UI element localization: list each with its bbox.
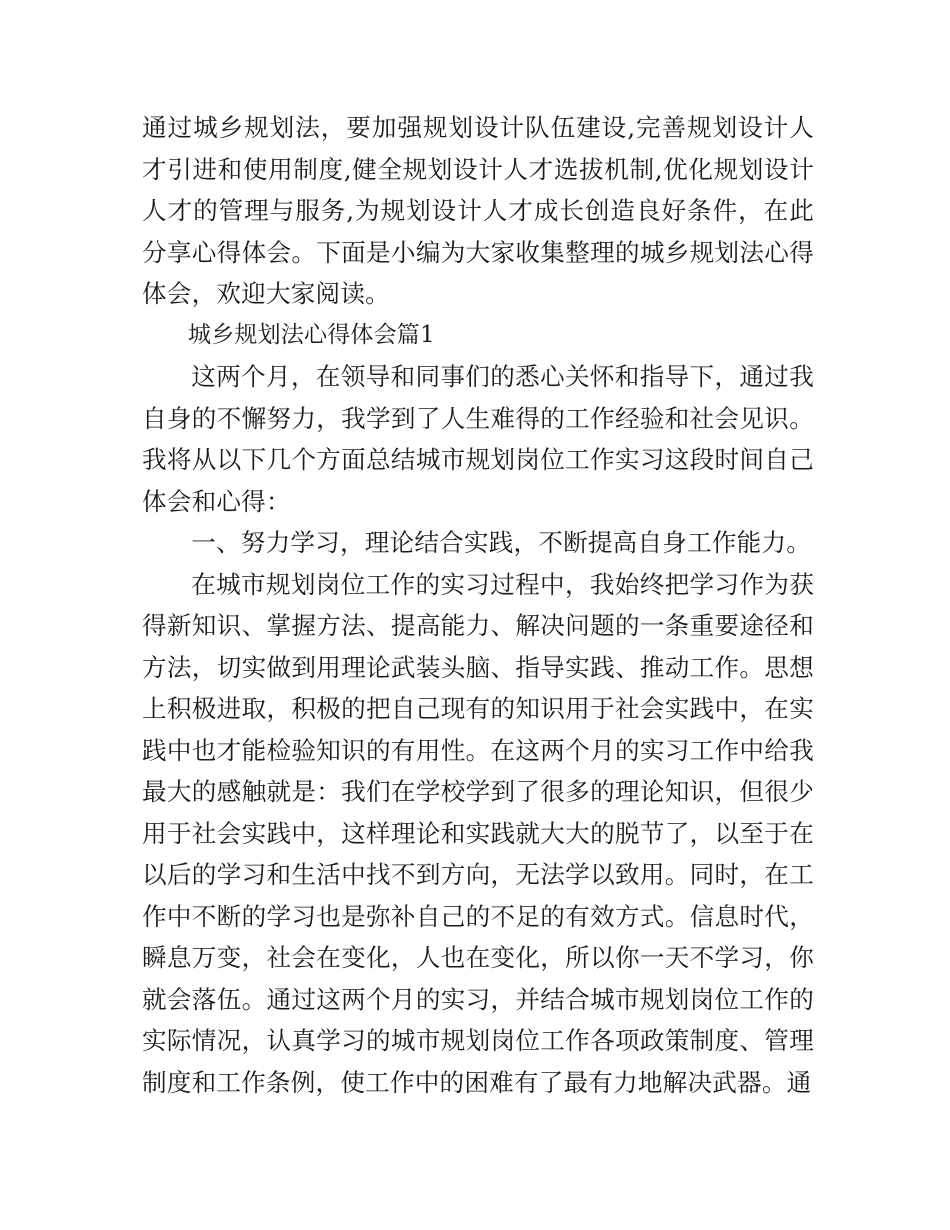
subsection-heading: 一、努力学习，理论结合实践，不断提高自身工作能力。 <box>191 528 812 557</box>
body-paragraph: 这两个月，在领导和同事们的悉心关怀和指导下，通过我自身的不懈努力，我学到了人生难得的工作经验和社会见识。我将从以下几个方面总结城市规划岗位工作实习这段时间自己体会和心得： <box>142 362 814 516</box>
intro-paragraph: 通过城乡规划法，要加强规划设计队伍建设,完善规划设计人才引进和使用制度,健全规划设计人才选拔机制,优化规划设计人才的管理与服务,为规划设计人才成长创造良好条件，在此分享心得体会。下面是小编为大家收集整理的城乡规划法心得体会，欢迎大家阅读。 <box>142 113 814 308</box>
section-heading: 城乡规划法心得体会篇1 <box>188 321 435 348</box>
document-body <box>142 107 814 1103</box>
body-paragraph: 在城市规划岗位工作的实习过程中，我始终把学习作为获得新知识、掌握方法、提高能力、解决问题的一条重要途径和方法，切实做到用理论武装头脑、指导实践、推动工作。思想上积极进取，积极的把自己现有的知识用于社会实践中，在实践中也才能检验知识的有用性。在这两个月的实习工作中给我最大的感触就是：我们在学校学到了很多的理论知识，但很少用于社会实践中，这样理论和实践就大大的脱节了，以至于在以后的学习和生活中找不到方向，无法学以致用。同时，在工作中不断的学习也是弥补自己的不足的有效方式。信息时代，瞬息万变，社会在变化，人也在变化，所以你一天不学习，你就会落伍。通过这两个月的实习，并结合城市规划岗位工作的实际情况，认真学习的城市规划岗位工作各项政策制度、管理制度和工作条例，使工作中的困难有了最有力地解决武器。通 <box>142 569 814 1097</box>
